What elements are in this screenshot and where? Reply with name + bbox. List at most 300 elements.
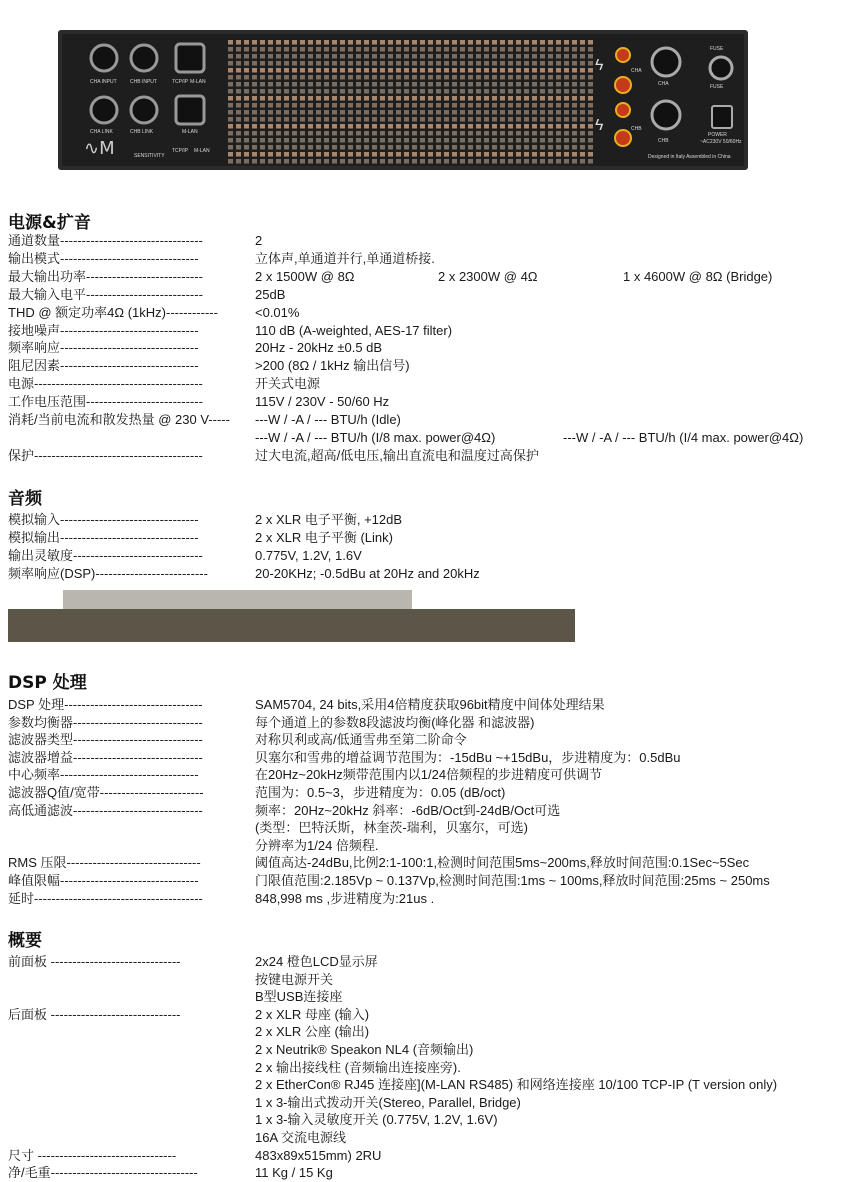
grille-hole bbox=[484, 68, 489, 73]
grille-hole bbox=[228, 117, 233, 122]
spec-dashes: ------------------------------ bbox=[73, 749, 203, 765]
spec-row bbox=[8, 375, 848, 393]
grille-hole bbox=[284, 124, 289, 129]
grille-hole bbox=[508, 75, 513, 80]
grille-hole bbox=[260, 47, 265, 52]
grille-hole bbox=[396, 54, 401, 59]
grille-hole bbox=[516, 54, 521, 59]
grille-hole bbox=[380, 159, 385, 164]
grille-hole bbox=[420, 110, 425, 115]
grille-hole bbox=[460, 61, 465, 66]
grille-hole bbox=[532, 138, 537, 143]
grille-hole bbox=[404, 159, 409, 164]
grille-hole bbox=[476, 75, 481, 80]
spec-label bbox=[8, 953, 181, 971]
grille-hole bbox=[492, 89, 497, 94]
grille-hole bbox=[236, 117, 241, 122]
grille-hole bbox=[276, 103, 281, 108]
grille-hole bbox=[420, 40, 425, 45]
grille-hole bbox=[460, 145, 465, 150]
grille-hole bbox=[516, 145, 521, 150]
grille-hole bbox=[540, 82, 545, 87]
grille-hole bbox=[556, 117, 561, 122]
grille-hole bbox=[468, 152, 473, 157]
grille-hole bbox=[396, 89, 401, 94]
spec-value: 阈值高达-24dBu,比例2:1-100:1,检测时间范围5ms~200ms,释放时间范围:0.1Sec~5Sec bbox=[255, 855, 750, 871]
grille-hole bbox=[412, 159, 417, 164]
spec-value: 483x89x515mm) 2RU bbox=[255, 1147, 382, 1163]
grille-hole bbox=[380, 82, 385, 87]
grille-hole bbox=[564, 145, 569, 150]
grille-hole bbox=[588, 124, 593, 129]
grille-hole bbox=[276, 131, 281, 136]
grille-hole bbox=[228, 124, 233, 129]
grille-hole bbox=[324, 89, 329, 94]
grille-hole bbox=[460, 96, 465, 101]
grille-hole bbox=[356, 89, 361, 94]
grille-hole bbox=[492, 54, 497, 59]
grille-hole bbox=[452, 152, 457, 157]
grille-hole bbox=[476, 54, 481, 59]
grille-hole bbox=[284, 159, 289, 164]
grille-hole bbox=[380, 75, 385, 80]
grille-hole bbox=[260, 54, 265, 59]
grille-hole bbox=[324, 145, 329, 150]
grille-hole bbox=[428, 54, 433, 59]
grille-hole bbox=[396, 61, 401, 66]
grille-hole bbox=[564, 40, 569, 45]
grille-hole bbox=[380, 124, 385, 129]
spec-label-text: 峰值限幅 bbox=[8, 873, 61, 888]
grille-hole bbox=[508, 152, 513, 157]
grille-hole bbox=[244, 96, 249, 101]
grille-hole bbox=[452, 159, 457, 164]
spec-row bbox=[8, 1041, 848, 1059]
spec-row bbox=[8, 890, 848, 908]
spec-label bbox=[8, 250, 199, 268]
grille-hole bbox=[348, 131, 353, 136]
grille-hole bbox=[572, 61, 577, 66]
spec-row bbox=[8, 529, 848, 547]
grille-hole bbox=[300, 82, 305, 87]
grille-hole bbox=[300, 152, 305, 157]
grille-hole bbox=[284, 61, 289, 66]
spec-row bbox=[8, 802, 848, 820]
grille-hole bbox=[388, 61, 393, 66]
spec-row bbox=[8, 1094, 848, 1112]
grille-hole bbox=[564, 61, 569, 66]
spec-label-text: 滤波器增益 bbox=[8, 749, 74, 765]
grille-hole bbox=[556, 110, 561, 115]
grille-hole bbox=[476, 47, 481, 52]
grille-hole bbox=[484, 61, 489, 66]
grille-hole bbox=[404, 61, 409, 66]
grille-hole bbox=[244, 131, 249, 136]
grille-hole bbox=[380, 96, 385, 101]
grille-hole bbox=[484, 75, 489, 80]
spec-value: B型USB连接座 bbox=[255, 989, 343, 1005]
spec-label bbox=[8, 357, 199, 375]
grille-hole bbox=[412, 124, 417, 129]
grille-hole bbox=[532, 68, 537, 73]
grille-hole bbox=[588, 54, 593, 59]
grille-hole bbox=[444, 159, 449, 164]
brand-logo: ∿M bbox=[84, 138, 115, 159]
grille-hole bbox=[540, 117, 545, 122]
grille-hole bbox=[564, 54, 569, 59]
grille-hole bbox=[588, 110, 593, 115]
grille-hole bbox=[588, 103, 593, 108]
grille-hole bbox=[492, 159, 497, 164]
grille-hole bbox=[300, 159, 305, 164]
grille-hole bbox=[316, 75, 321, 80]
grille-hole bbox=[332, 103, 337, 108]
grille-hole bbox=[324, 103, 329, 108]
grille-hole bbox=[404, 68, 409, 73]
grille-hole bbox=[484, 82, 489, 87]
grille-hole bbox=[412, 40, 417, 45]
grille-hole bbox=[460, 103, 465, 108]
grille-hole bbox=[292, 159, 297, 164]
grille-hole bbox=[412, 131, 417, 136]
grille-hole bbox=[428, 82, 433, 87]
grille-hole bbox=[484, 159, 489, 164]
grille-hole bbox=[548, 82, 553, 87]
grille-hole bbox=[572, 54, 577, 59]
grille-hole bbox=[404, 117, 409, 122]
grille-hole bbox=[380, 54, 385, 59]
grille-hole bbox=[540, 89, 545, 94]
panel-label: M-LAN bbox=[182, 129, 198, 135]
grille-hole bbox=[276, 138, 281, 143]
grille-hole bbox=[236, 131, 241, 136]
grille-hole bbox=[268, 54, 273, 59]
spec-dashes: -------------------------- bbox=[95, 565, 208, 581]
spec-row bbox=[8, 250, 848, 268]
grille-hole bbox=[524, 47, 529, 52]
spec-label bbox=[8, 890, 203, 908]
spec-label bbox=[8, 766, 199, 784]
grille-hole bbox=[580, 68, 585, 73]
grille-hole bbox=[588, 47, 593, 52]
grille-hole bbox=[276, 124, 281, 129]
spec-value: 频率：20Hz~20kHz 斜率：-6dB/Oct到-24dB/Oct可选 bbox=[255, 802, 561, 818]
grille-hole bbox=[292, 89, 297, 94]
spec-value: 门限值范围:2.185Vp ~ 0.137Vp,检测时间范围:1ms ~ 100ms,释放时间范围:25ms ~ 250ms bbox=[255, 873, 770, 888]
grille-hole bbox=[356, 82, 361, 87]
spec-value: 16A 交流电源线 bbox=[255, 1130, 347, 1145]
grille-hole bbox=[364, 131, 369, 136]
grille-hole bbox=[516, 40, 521, 45]
grille-hole bbox=[572, 40, 577, 45]
grille-hole bbox=[380, 61, 385, 66]
grille-hole bbox=[412, 96, 417, 101]
grille-hole bbox=[444, 96, 449, 101]
grille-hole bbox=[396, 82, 401, 87]
grille-hole bbox=[268, 159, 273, 164]
grille-hole bbox=[260, 82, 265, 87]
grille-hole bbox=[508, 103, 513, 108]
grille-hole bbox=[348, 124, 353, 129]
grille-hole bbox=[452, 124, 457, 129]
spec-label bbox=[8, 268, 203, 286]
grille-hole bbox=[236, 40, 241, 45]
grille-hole bbox=[476, 124, 481, 129]
grille-hole bbox=[540, 131, 545, 136]
grille-hole bbox=[388, 47, 393, 52]
grille-hole bbox=[308, 138, 313, 143]
grille-hole bbox=[284, 89, 289, 94]
grille-hole bbox=[508, 145, 513, 150]
grille-hole bbox=[276, 152, 281, 157]
grille-hole bbox=[572, 138, 577, 143]
grille-hole bbox=[332, 131, 337, 136]
grille-hole bbox=[372, 82, 377, 87]
grille-hole bbox=[356, 61, 361, 66]
grille-hole bbox=[252, 61, 257, 66]
grille-hole bbox=[492, 82, 497, 87]
grille-hole bbox=[452, 131, 457, 136]
panel-label: CHA bbox=[658, 81, 669, 87]
grille-hole bbox=[572, 152, 577, 157]
grille-hole bbox=[588, 96, 593, 101]
grille-hole bbox=[452, 96, 457, 101]
grille-hole bbox=[428, 103, 433, 108]
grille-hole bbox=[340, 47, 345, 52]
grille-hole bbox=[420, 61, 425, 66]
grille-hole bbox=[460, 138, 465, 143]
grille-hole bbox=[340, 131, 345, 136]
spec-label-text: 最大输出功率 bbox=[8, 268, 87, 284]
grille-hole bbox=[332, 82, 337, 87]
grille-hole bbox=[244, 138, 249, 143]
panel-label: M-LAN bbox=[190, 79, 206, 85]
warning-icon: ϟ bbox=[595, 117, 604, 134]
grille-hole bbox=[444, 131, 449, 136]
spec-value: 2 x 2300W @ 4Ω bbox=[438, 268, 538, 284]
grille-hole bbox=[508, 61, 513, 66]
grille-hole bbox=[324, 124, 329, 129]
grille-hole bbox=[228, 145, 233, 150]
grille-hole bbox=[268, 145, 273, 150]
spec-label-text: 后面板 bbox=[8, 1006, 48, 1022]
grille-hole bbox=[532, 159, 537, 164]
grille-hole bbox=[292, 54, 297, 59]
grille-hole bbox=[444, 68, 449, 73]
spec-label bbox=[8, 1147, 176, 1165]
grille-hole bbox=[580, 103, 585, 108]
panel-label: CHB bbox=[658, 138, 669, 144]
grille-hole bbox=[588, 75, 593, 80]
grille-hole bbox=[508, 47, 513, 52]
spec-dashes: -------------------------------- bbox=[60, 340, 199, 356]
grille-hole bbox=[444, 82, 449, 87]
grille-hole bbox=[364, 152, 369, 157]
grille-hole bbox=[540, 54, 545, 59]
grille-hole bbox=[444, 54, 449, 59]
grille-hole bbox=[516, 82, 521, 87]
spec-value: 立体声,单通道并行,单通道桥接. bbox=[255, 250, 435, 266]
spec-value: ---W / -A / --- BTU/h (I/8 max. power@4Ω) bbox=[255, 429, 496, 445]
spec-dashes: --------------------------- bbox=[86, 394, 203, 410]
grille-hole bbox=[284, 75, 289, 80]
grille-hole bbox=[348, 47, 353, 52]
grille-hole bbox=[284, 110, 289, 115]
spec-label bbox=[8, 232, 203, 250]
grille-hole bbox=[436, 54, 441, 59]
grille-hole bbox=[380, 40, 385, 45]
grille-hole bbox=[436, 89, 441, 94]
spec-row bbox=[8, 547, 848, 565]
grille-hole bbox=[412, 54, 417, 59]
grille-hole bbox=[556, 96, 561, 101]
grille-hole bbox=[292, 124, 297, 129]
grille-hole bbox=[492, 61, 497, 66]
spec-dashes: ------------------------------ bbox=[73, 732, 203, 748]
grille-hole bbox=[292, 110, 297, 115]
grille-hole bbox=[396, 152, 401, 157]
spec-row bbox=[8, 819, 848, 837]
grille-hole bbox=[252, 68, 257, 73]
grille-hole bbox=[300, 117, 305, 122]
grille-hole bbox=[276, 47, 281, 52]
grille-hole bbox=[324, 47, 329, 52]
grille-hole bbox=[580, 75, 585, 80]
spec-value: 115V / 230V - 50/60 Hz bbox=[255, 394, 390, 410]
grille-hole bbox=[380, 145, 385, 150]
spec-value: 2 bbox=[255, 233, 263, 248]
spec-dashes: ------------------------------ bbox=[47, 954, 181, 969]
grille-hole bbox=[508, 117, 513, 122]
grille-hole bbox=[500, 145, 505, 150]
grille-hole bbox=[252, 110, 257, 115]
grille-hole bbox=[260, 152, 265, 157]
grille-hole bbox=[428, 47, 433, 52]
grille-hole bbox=[332, 89, 337, 94]
grille-hole bbox=[508, 131, 513, 136]
grille-hole bbox=[252, 96, 257, 101]
spec-dashes: --------------------------- bbox=[86, 268, 203, 284]
grille-hole bbox=[532, 117, 537, 122]
spec-dashes: -------------------------------- bbox=[60, 873, 199, 888]
grille-hole bbox=[396, 96, 401, 101]
grille-hole bbox=[348, 152, 353, 157]
grille-hole bbox=[404, 131, 409, 136]
grille-hole bbox=[516, 68, 521, 73]
grille-hole bbox=[316, 159, 321, 164]
spec-label-text: 净/毛重 bbox=[8, 1165, 51, 1181]
grille-hole bbox=[564, 124, 569, 129]
spec-value: 每个通道上的参数8段滤波均衡(峰化器 和滤波器) bbox=[255, 714, 535, 730]
grille-hole bbox=[244, 54, 249, 59]
grille-hole bbox=[572, 68, 577, 73]
grille-hole bbox=[364, 145, 369, 150]
spec-row bbox=[8, 286, 848, 304]
spec-label bbox=[8, 784, 204, 802]
spec-dashes: ------------------------------- bbox=[66, 855, 201, 871]
decorative-band-dark bbox=[8, 609, 575, 642]
grille-hole bbox=[268, 82, 273, 87]
panel-label: POWER bbox=[708, 132, 727, 138]
spec-row bbox=[8, 447, 848, 465]
grille-hole bbox=[404, 54, 409, 59]
spec-dashes: ------------------------------ bbox=[73, 714, 203, 730]
grille-hole bbox=[492, 110, 497, 115]
grille-hole bbox=[364, 61, 369, 66]
spec-label-text: 接地噪声 bbox=[8, 322, 61, 338]
grille-hole bbox=[324, 61, 329, 66]
grille-hole bbox=[420, 138, 425, 143]
spec-label bbox=[8, 393, 203, 411]
grille-hole bbox=[436, 152, 441, 157]
spec-dashes: ------------------------------ bbox=[73, 547, 203, 563]
grille-hole bbox=[268, 138, 273, 143]
grille-hole bbox=[572, 75, 577, 80]
grille-hole bbox=[252, 159, 257, 164]
grille-hole bbox=[284, 103, 289, 108]
grille-hole bbox=[564, 117, 569, 122]
grille-hole bbox=[580, 54, 585, 59]
grille-hole bbox=[260, 159, 265, 164]
grille-hole bbox=[372, 75, 377, 80]
grille-hole bbox=[348, 68, 353, 73]
grille-hole bbox=[260, 61, 265, 66]
grille-hole bbox=[332, 96, 337, 101]
grille-hole bbox=[252, 131, 257, 136]
grille-hole bbox=[348, 159, 353, 164]
grille-hole bbox=[516, 138, 521, 143]
grille-hole bbox=[532, 152, 537, 157]
grille-hole bbox=[284, 54, 289, 59]
spec-value: 开关式电源 bbox=[255, 376, 321, 392]
grille-hole bbox=[532, 124, 537, 129]
grille-hole bbox=[468, 96, 473, 101]
spec-value: <0.01% bbox=[255, 304, 300, 320]
spec-value: 20-20KHz; -0.5dBu at 20Hz and 20kHz bbox=[255, 565, 480, 581]
grille-hole bbox=[276, 117, 281, 122]
grille-hole bbox=[548, 68, 553, 73]
grille-hole bbox=[468, 54, 473, 59]
spec-row bbox=[8, 232, 848, 250]
grille-hole bbox=[460, 47, 465, 52]
grille-hole bbox=[580, 82, 585, 87]
grille-hole bbox=[500, 40, 505, 45]
grille-hole bbox=[324, 138, 329, 143]
grille-hole bbox=[236, 68, 241, 73]
grille-hole bbox=[364, 47, 369, 52]
grille-hole bbox=[580, 131, 585, 136]
grille-hole bbox=[292, 61, 297, 66]
grille-hole bbox=[524, 75, 529, 80]
grille-hole bbox=[332, 152, 337, 157]
panel-label: FUSE bbox=[710, 46, 724, 52]
grille-hole bbox=[580, 152, 585, 157]
grille-hole bbox=[468, 68, 473, 73]
spec-value: ---W / -A / --- BTU/h (Idle) bbox=[255, 412, 401, 427]
spec-label bbox=[8, 447, 203, 465]
grille-hole bbox=[348, 75, 353, 80]
spec-row bbox=[8, 988, 848, 1006]
spec-label bbox=[8, 696, 203, 714]
grille-hole bbox=[476, 145, 481, 150]
grille-hole bbox=[284, 47, 289, 52]
grille-hole bbox=[300, 61, 305, 66]
grille-hole bbox=[516, 103, 521, 108]
grille-hole bbox=[236, 103, 241, 108]
grille-hole bbox=[268, 131, 273, 136]
grille-hole bbox=[356, 54, 361, 59]
spec-label-text: 高低通滤波 bbox=[8, 802, 74, 818]
